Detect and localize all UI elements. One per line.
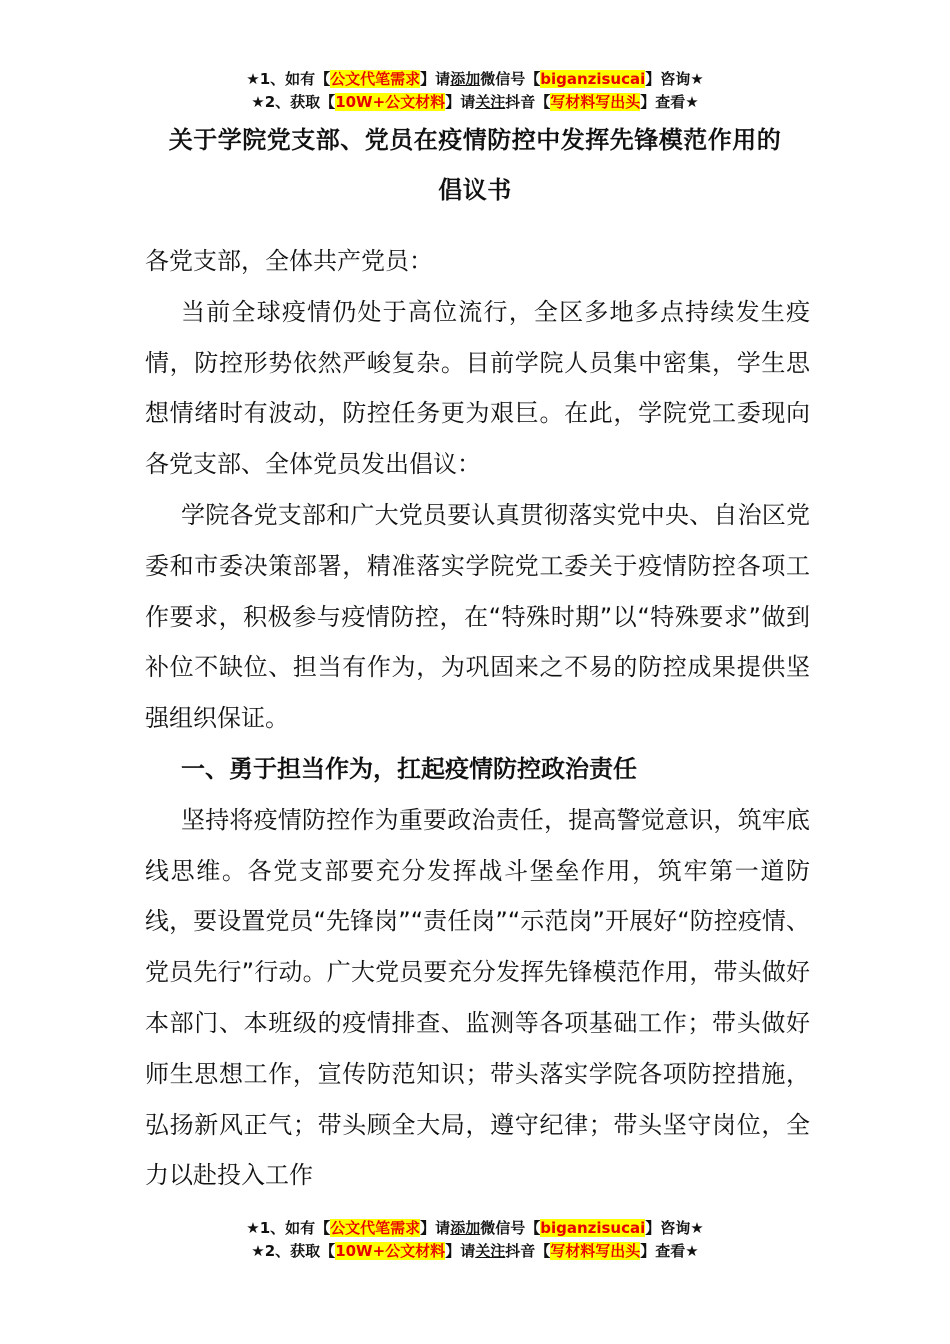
promo-text: 】请 bbox=[420, 70, 451, 88]
promo-text: 】请 bbox=[420, 1219, 451, 1237]
document-body bbox=[145, 236, 810, 1201]
body-paragraph: 当前全球疫情仍处于高位流行，全区多地多点持续发生疫情，防控形势依然严峻复杂。目前学院人员集中密集，学生思想情绪时有波动，防控任务更为艰巨。在此，学院党工委现向各党支部、全体党员发出倡议： bbox=[145, 297, 810, 479]
promo-underlined: 添加 bbox=[450, 70, 481, 88]
promo-text: 抖音【 bbox=[505, 93, 551, 111]
promo-highlight: 10W+公文材料 bbox=[335, 1242, 446, 1260]
promo-underlined: 关注 bbox=[475, 93, 506, 111]
promo-text: ★2、获取【 bbox=[251, 93, 336, 111]
section-heading: 一、勇于担当作为，扛起疫情防控政治责任 bbox=[181, 754, 637, 783]
promo-line-2 bbox=[0, 1240, 950, 1263]
promo-highlight: biganzisucai bbox=[540, 70, 646, 88]
promo-text: 】查看★ bbox=[640, 1242, 699, 1260]
promo-highlight: 10W+公文材料 bbox=[335, 93, 446, 111]
promo-line-1 bbox=[0, 68, 950, 91]
promo-text: 】请 bbox=[445, 93, 476, 111]
promo-highlight: 公文代笔需求 bbox=[330, 1219, 421, 1237]
promo-text: 】咨询★ bbox=[645, 70, 704, 88]
promo-text: ★1、如有【 bbox=[246, 1219, 331, 1237]
document-title-line-1: 关于学院党支部、党员在疫情防控中发挥先锋模范作用的 bbox=[168, 126, 782, 154]
promo-line-1 bbox=[0, 1217, 950, 1240]
promo-highlight: 公文代笔需求 bbox=[330, 70, 421, 88]
promo-text: 微信号【 bbox=[480, 1219, 541, 1237]
promo-highlight: biganzisucai bbox=[540, 1219, 646, 1237]
promo-highlight: 写材料写出头 bbox=[550, 93, 641, 111]
promo-text: ★2、获取【 bbox=[251, 1242, 336, 1260]
promo-text: 微信号【 bbox=[480, 70, 541, 88]
promo-text: ★1、如有【 bbox=[246, 70, 331, 88]
body-paragraph: 学院各党支部和广大党员要认真贯彻落实党中央、自治区党委和市委决策部署，精准落实学院党工委关于疫情防控各项工作要求，积极参与疫情防控，在“特殊时期”以“特殊要求”做到补位不缺位、担当有作为，为巩固来之不易的防控成果提供坚强组织保证。 bbox=[145, 500, 810, 733]
document-title-line-2: 倡议书 bbox=[438, 176, 512, 204]
promo-banner-bottom bbox=[0, 1217, 950, 1263]
salutation: 各党支部，全体共产党员： bbox=[145, 247, 433, 275]
promo-line-2 bbox=[0, 91, 950, 114]
promo-text: 】请 bbox=[445, 1242, 476, 1260]
promo-underlined: 添加 bbox=[450, 1219, 481, 1237]
promo-text: 】查看★ bbox=[640, 93, 699, 111]
promo-text: 】咨询★ bbox=[645, 1219, 704, 1237]
promo-highlight: 写材料写出头 bbox=[550, 1242, 641, 1260]
body-paragraph: 坚持将疫情防控作为重要政治责任，提高警觉意识，筑牢底线思维。各党支部要充分发挥战斗堡垒作用，筑牢第一道防线，要设置党员“先锋岗”“责任岗”“示范岗”开展好“防控疫情、党员先行”行动。广大党员要充分发挥先锋模范作用，带头做好本部门、本班级的疫情排查、监测等各项基础工作；带头做好师生思想工作，宣传防范知识；带头落实学院各项防控措施，弘扬新风正气；带头顾全大局，遵守纪律；带头坚守岗位，全力以赴投入工作 bbox=[145, 805, 810, 1190]
promo-text: 抖音【 bbox=[505, 1242, 551, 1260]
promo-underlined: 关注 bbox=[475, 1242, 506, 1260]
promo-banner-top bbox=[0, 68, 950, 114]
